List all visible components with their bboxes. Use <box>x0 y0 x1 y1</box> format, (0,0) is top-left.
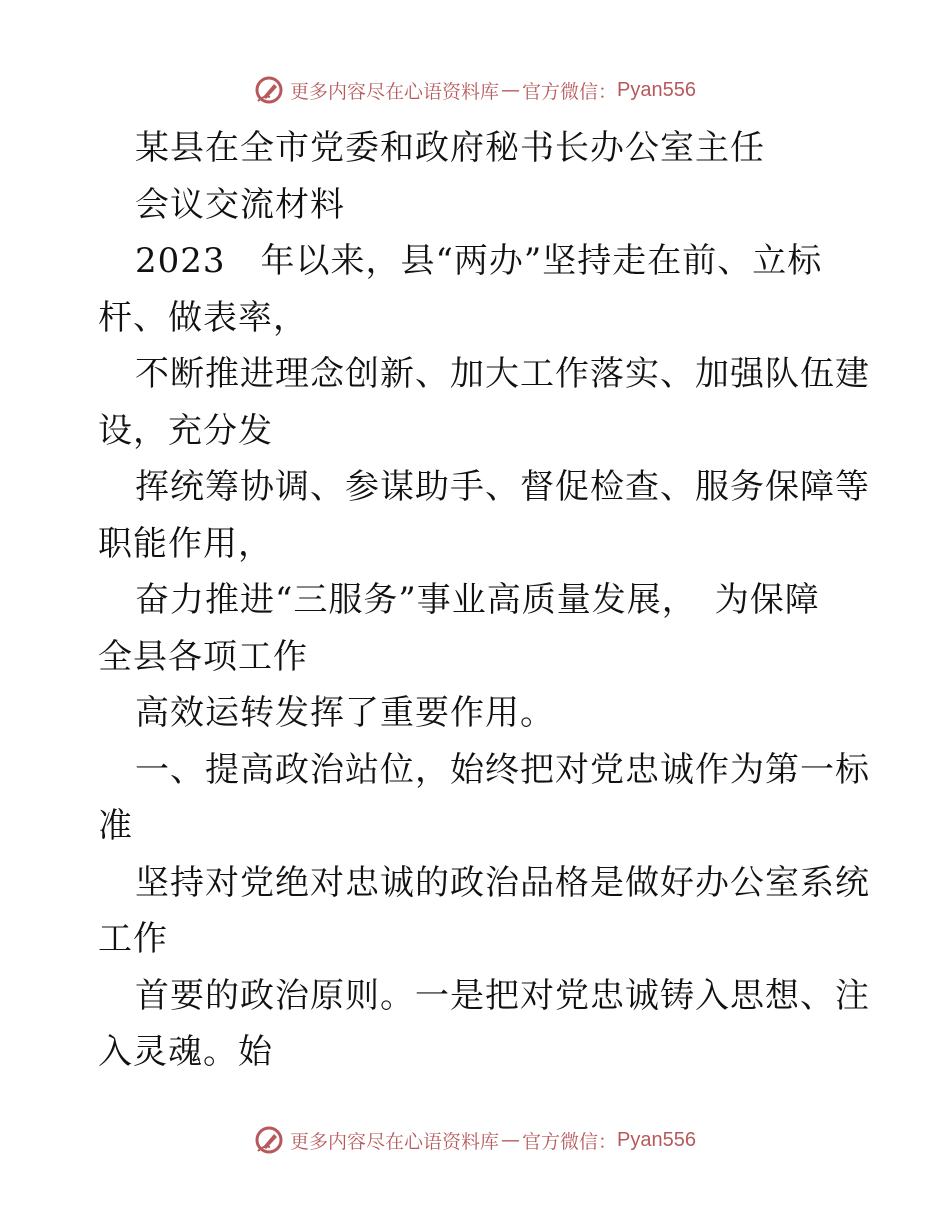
banner-contact-id: Pyan556 <box>617 78 696 101</box>
pen-circle-logo-icon <box>254 1125 284 1155</box>
document-line: 首要的政治原则。一是把对党忠诚铸入思想、注 <box>135 975 870 1016</box>
document-line: 某县在全市党委和政府秘书长办公室主任 <box>135 128 765 168</box>
document-line: 会议交流材料 <box>135 184 345 225</box>
banner-contact-id: Pyan556 <box>617 1128 696 1151</box>
document-line: 职能作用， <box>98 523 273 564</box>
document-line: 2023 年以来，县“两办”坚持走在前、立标 <box>135 241 823 281</box>
banner-separator: — <box>501 79 521 101</box>
document-line: 准 <box>98 806 133 846</box>
document-body <box>98 120 870 1081</box>
document-line: 高效运转发挥了重要作用。 <box>135 693 555 733</box>
document-line: 不断推进理念创新、加大工作落实、加强队伍建 <box>135 354 870 394</box>
document-line: 杆、做表率， <box>98 297 308 338</box>
header-banner <box>0 70 950 110</box>
document-line: 奋力推进“三服务”事业高质量发展， 为保障 <box>135 580 820 620</box>
document-line: 坚持对党绝对忠诚的政治品格是做好办公室系统 <box>135 862 870 903</box>
document-line: 全县各项工作 <box>98 636 308 677</box>
banner-contact-label: 官方微信： <box>522 80 618 103</box>
document-line: 入灵魂。始 <box>98 1032 273 1072</box>
banner-contact-label: 官方微信： <box>522 1130 618 1153</box>
document-line: 设，充分发 <box>98 410 273 451</box>
pen-circle-logo-icon <box>254 75 284 105</box>
document-line: 工作 <box>98 919 168 959</box>
document-line: 一、提高政治站位，始终把对党忠诚作为第一标 <box>135 749 870 790</box>
document-line: 挥统筹协调、参谋助手、督促检查、服务保障等 <box>135 467 870 507</box>
banner-separator: — <box>501 1129 521 1151</box>
banner-text: 更多内容尽在心语资料库 <box>290 80 500 103</box>
banner-text: 更多内容尽在心语资料库 <box>290 1130 500 1153</box>
footer-banner <box>0 1120 950 1160</box>
